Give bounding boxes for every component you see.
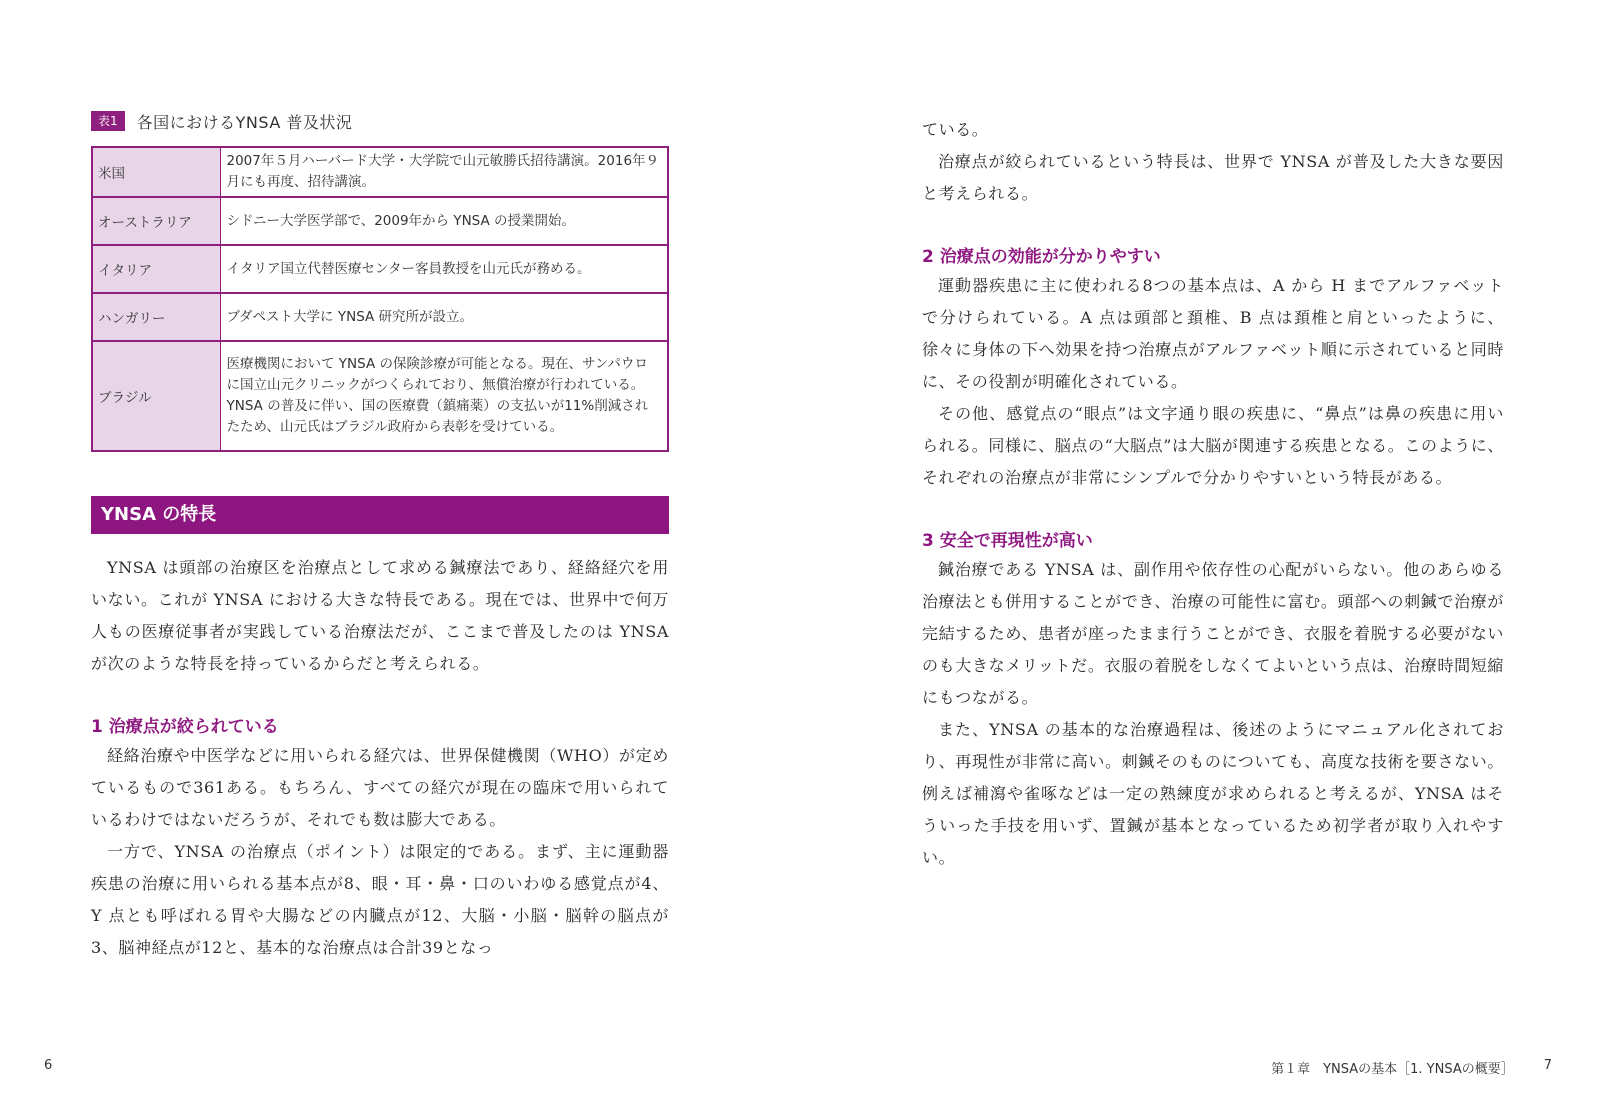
country-cell: イタリア — [92, 245, 220, 293]
intro-paragraph: YNSA は頭部の治療区を治療点として求める鍼療法であり、経絡経穴を用いない。これが YNSA における大きな特長である。現在では、世界中で何万人もの医療従事者が実践している治療法だが、ここまで普及したのは YNSA が次のような特長を持っているからだと考えられる。 — [91, 558, 669, 673]
country-cell: オーストラリア — [92, 197, 220, 245]
table-row — [92, 245, 668, 293]
paragraph: 治療点が絞られているという特長は、世界で YNSA が普及した大きな要因と考えられる。 — [922, 152, 1504, 203]
description-cell: 医療機関において YNSA の保険診療が可能となる。現在、サンパウロに国立山元クリニックがつくられており、無償治療が行われている。YNSA の普及に伴い、国の医療費（鎮痛薬）の支払いが11%削減されたため、山元氏はブラジル政府から表彰を受けている。 — [220, 341, 668, 451]
country-cell: 米国 — [92, 147, 220, 197]
running-head: 第１章 YNSAの基本［1. YNSAの概要］ — [1271, 1062, 1514, 1077]
right-page — [922, 114, 1504, 874]
table-row — [92, 147, 668, 197]
paragraph: また、YNSA の基本的な治療過程は、後述のようにマニュアル化されており、再現性が非常に高い。刺鍼そのものについても、高度な技術を要さない。例えば補瀉や雀啄などは一定の熟練度が求められると考えるが、YNSA はそういった手技を用いず、置鍼が基本となっているため初学者が取り入れやすい。 — [922, 720, 1504, 867]
description-cell: イタリア国立代替医療センター客員教授を山元氏が務める。 — [220, 245, 668, 293]
left-page-number: 6 — [44, 1058, 53, 1073]
table-title: 各国におけるYNSA 普及状況 — [136, 112, 353, 132]
point1-body — [91, 740, 669, 964]
table-row — [92, 197, 668, 245]
section-heading-bar: YNSA の特長 — [91, 496, 669, 534]
country-cell: ハンガリー — [92, 293, 220, 341]
section-intro — [91, 552, 669, 680]
paragraph: 運動器疾患に主に使われる8つの基本点は、A から H までアルファベットで分けられている。A 点は頭部と頚椎、B 点は頚椎と肩といったように、徐々に身体の下へ効果を持つ治療点がアルファベット順に示されていると同時に、その役割が明確化されている。 — [922, 276, 1504, 391]
table-number-tag: 表1 — [91, 111, 125, 131]
description-cell: 2007年５月ハーバード大学・大学院で山元敏勝氏招待講演。2016年９月にも再度、招待講演。 — [220, 147, 668, 197]
paragraph: 経絡治療や中医学などに用いられる経穴は、世界保健機関（WHO）が定めているもので361ある。もちろん、すべての経穴が現在の臨床で用いられているわけではないだろうが、それでも数は膨大である。 — [91, 746, 669, 829]
point3-heading: 3 安全で再現性が高い — [922, 531, 1093, 551]
description-cell: ブダペスト大学に YNSA 研究所が設立。 — [220, 293, 668, 341]
point1-continued — [922, 114, 1504, 210]
paragraph: 一方で、YNSA の治療点（ポイント）は限定的である。まず、主に運動器疾患の治療に用いられる基本点が8、眼・耳・鼻・口のいわゆる感覚点が4、Y 点とも呼ばれる胃や大腸などの内臓点が12、大脳・小脳・脳幹の脳点が3、脳神経点が12と、基本的な治療点は合計39となっ — [91, 842, 669, 957]
point3-body — [922, 554, 1504, 874]
description-cell: シドニー大学医学部で、2009年から YNSA の授業開始。 — [220, 197, 668, 245]
table-caption — [91, 108, 669, 134]
paragraph: その他、感覚点の“眼点”は文字通り眼の疾患に、“鼻点”は鼻の疾患に用いられる。同様に、脳点の“大脳点”は大脳が関連する疾患となる。このように、それぞれの治療点が非常にシンプルで分かりやすいという特長がある。 — [922, 404, 1504, 487]
paragraph-continuation: ている。 — [922, 120, 989, 139]
table-row — [92, 341, 668, 451]
ynsa-spread-table — [91, 146, 669, 452]
right-footer — [1271, 1058, 1552, 1077]
right-page-number: 7 — [1543, 1058, 1552, 1073]
point1-heading: 1 治療点が絞られている — [91, 717, 279, 737]
point2-heading: 2 治療点の効能が分かりやすい — [922, 247, 1161, 267]
paragraph: 鍼治療である YNSA は、副作用や依存性の心配がいらない。他のあらゆる治療法とも併用することができ、治療の可能性に富む。頭部への刺鍼で治療が完結するため、患者が座ったまま行うことができ、衣服を着脱する必要がないのも大きなメリットだ。衣服の着脱をしなくてよいという点は、治療時間短縮にもつながる。 — [922, 560, 1504, 707]
left-page — [91, 108, 669, 964]
table-row — [92, 293, 668, 341]
point2-body — [922, 270, 1504, 494]
country-cell: ブラジル — [92, 341, 220, 451]
